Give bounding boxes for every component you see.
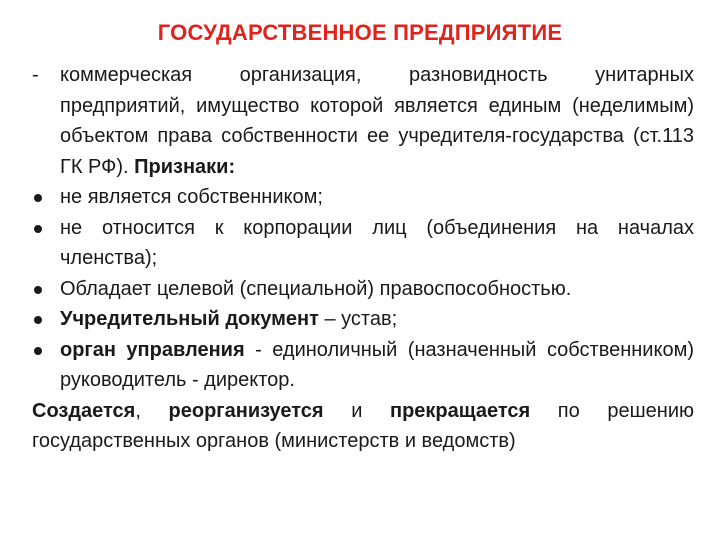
feature-text: Обладает целевой (специальной) правоспособностью. bbox=[60, 277, 572, 300]
feature-text: – устав; bbox=[318, 308, 398, 330]
feature-text: не относится к корпорации лиц (объединения на началах членства); bbox=[60, 216, 694, 269]
bullet-icon bbox=[34, 225, 42, 233]
list-item bbox=[32, 182, 694, 213]
signs-label: Признаки: bbox=[134, 155, 236, 178]
closing-sep: и bbox=[323, 399, 390, 422]
bullet-icon bbox=[34, 347, 42, 355]
bullet-icon bbox=[34, 194, 42, 202]
closing-text: по решению государственных органов (министерств и ведомств) bbox=[32, 399, 694, 452]
closing-term-create: Создается bbox=[32, 399, 136, 422]
feature-bold-term: Учредительный документ bbox=[60, 308, 319, 330]
content-body bbox=[32, 60, 694, 457]
intro-text: коммерческая организация, разновидность унитарных предприятий, имущество которой является единым (неделимым) объектом права собственности ее учредителя-государства (ст.113 ГК РФ). bbox=[60, 64, 694, 178]
closing-term-reorganize: реорганизуется bbox=[168, 399, 324, 422]
feature-text: - единоличный (назначенный собственником) руководитель - директор. bbox=[60, 338, 694, 391]
closing-paragraph bbox=[32, 396, 694, 457]
feature-bold-term: орган управления bbox=[60, 338, 245, 361]
feature-text: не является собственником; bbox=[60, 186, 323, 208]
closing-sep: , bbox=[135, 399, 169, 422]
list-item bbox=[32, 335, 694, 396]
list-item bbox=[32, 274, 694, 305]
list-item bbox=[32, 304, 694, 335]
bullet-icon bbox=[34, 316, 42, 324]
intro-item bbox=[32, 60, 694, 182]
list-item bbox=[32, 213, 694, 274]
closing-term-terminate: прекращается bbox=[390, 399, 531, 422]
dash-marker: - bbox=[32, 64, 39, 86]
bullet-icon bbox=[34, 286, 42, 294]
page-title: ГОСУДАРСТВЕННОЕ ПРЕДПРИЯТИЕ bbox=[157, 20, 563, 45]
